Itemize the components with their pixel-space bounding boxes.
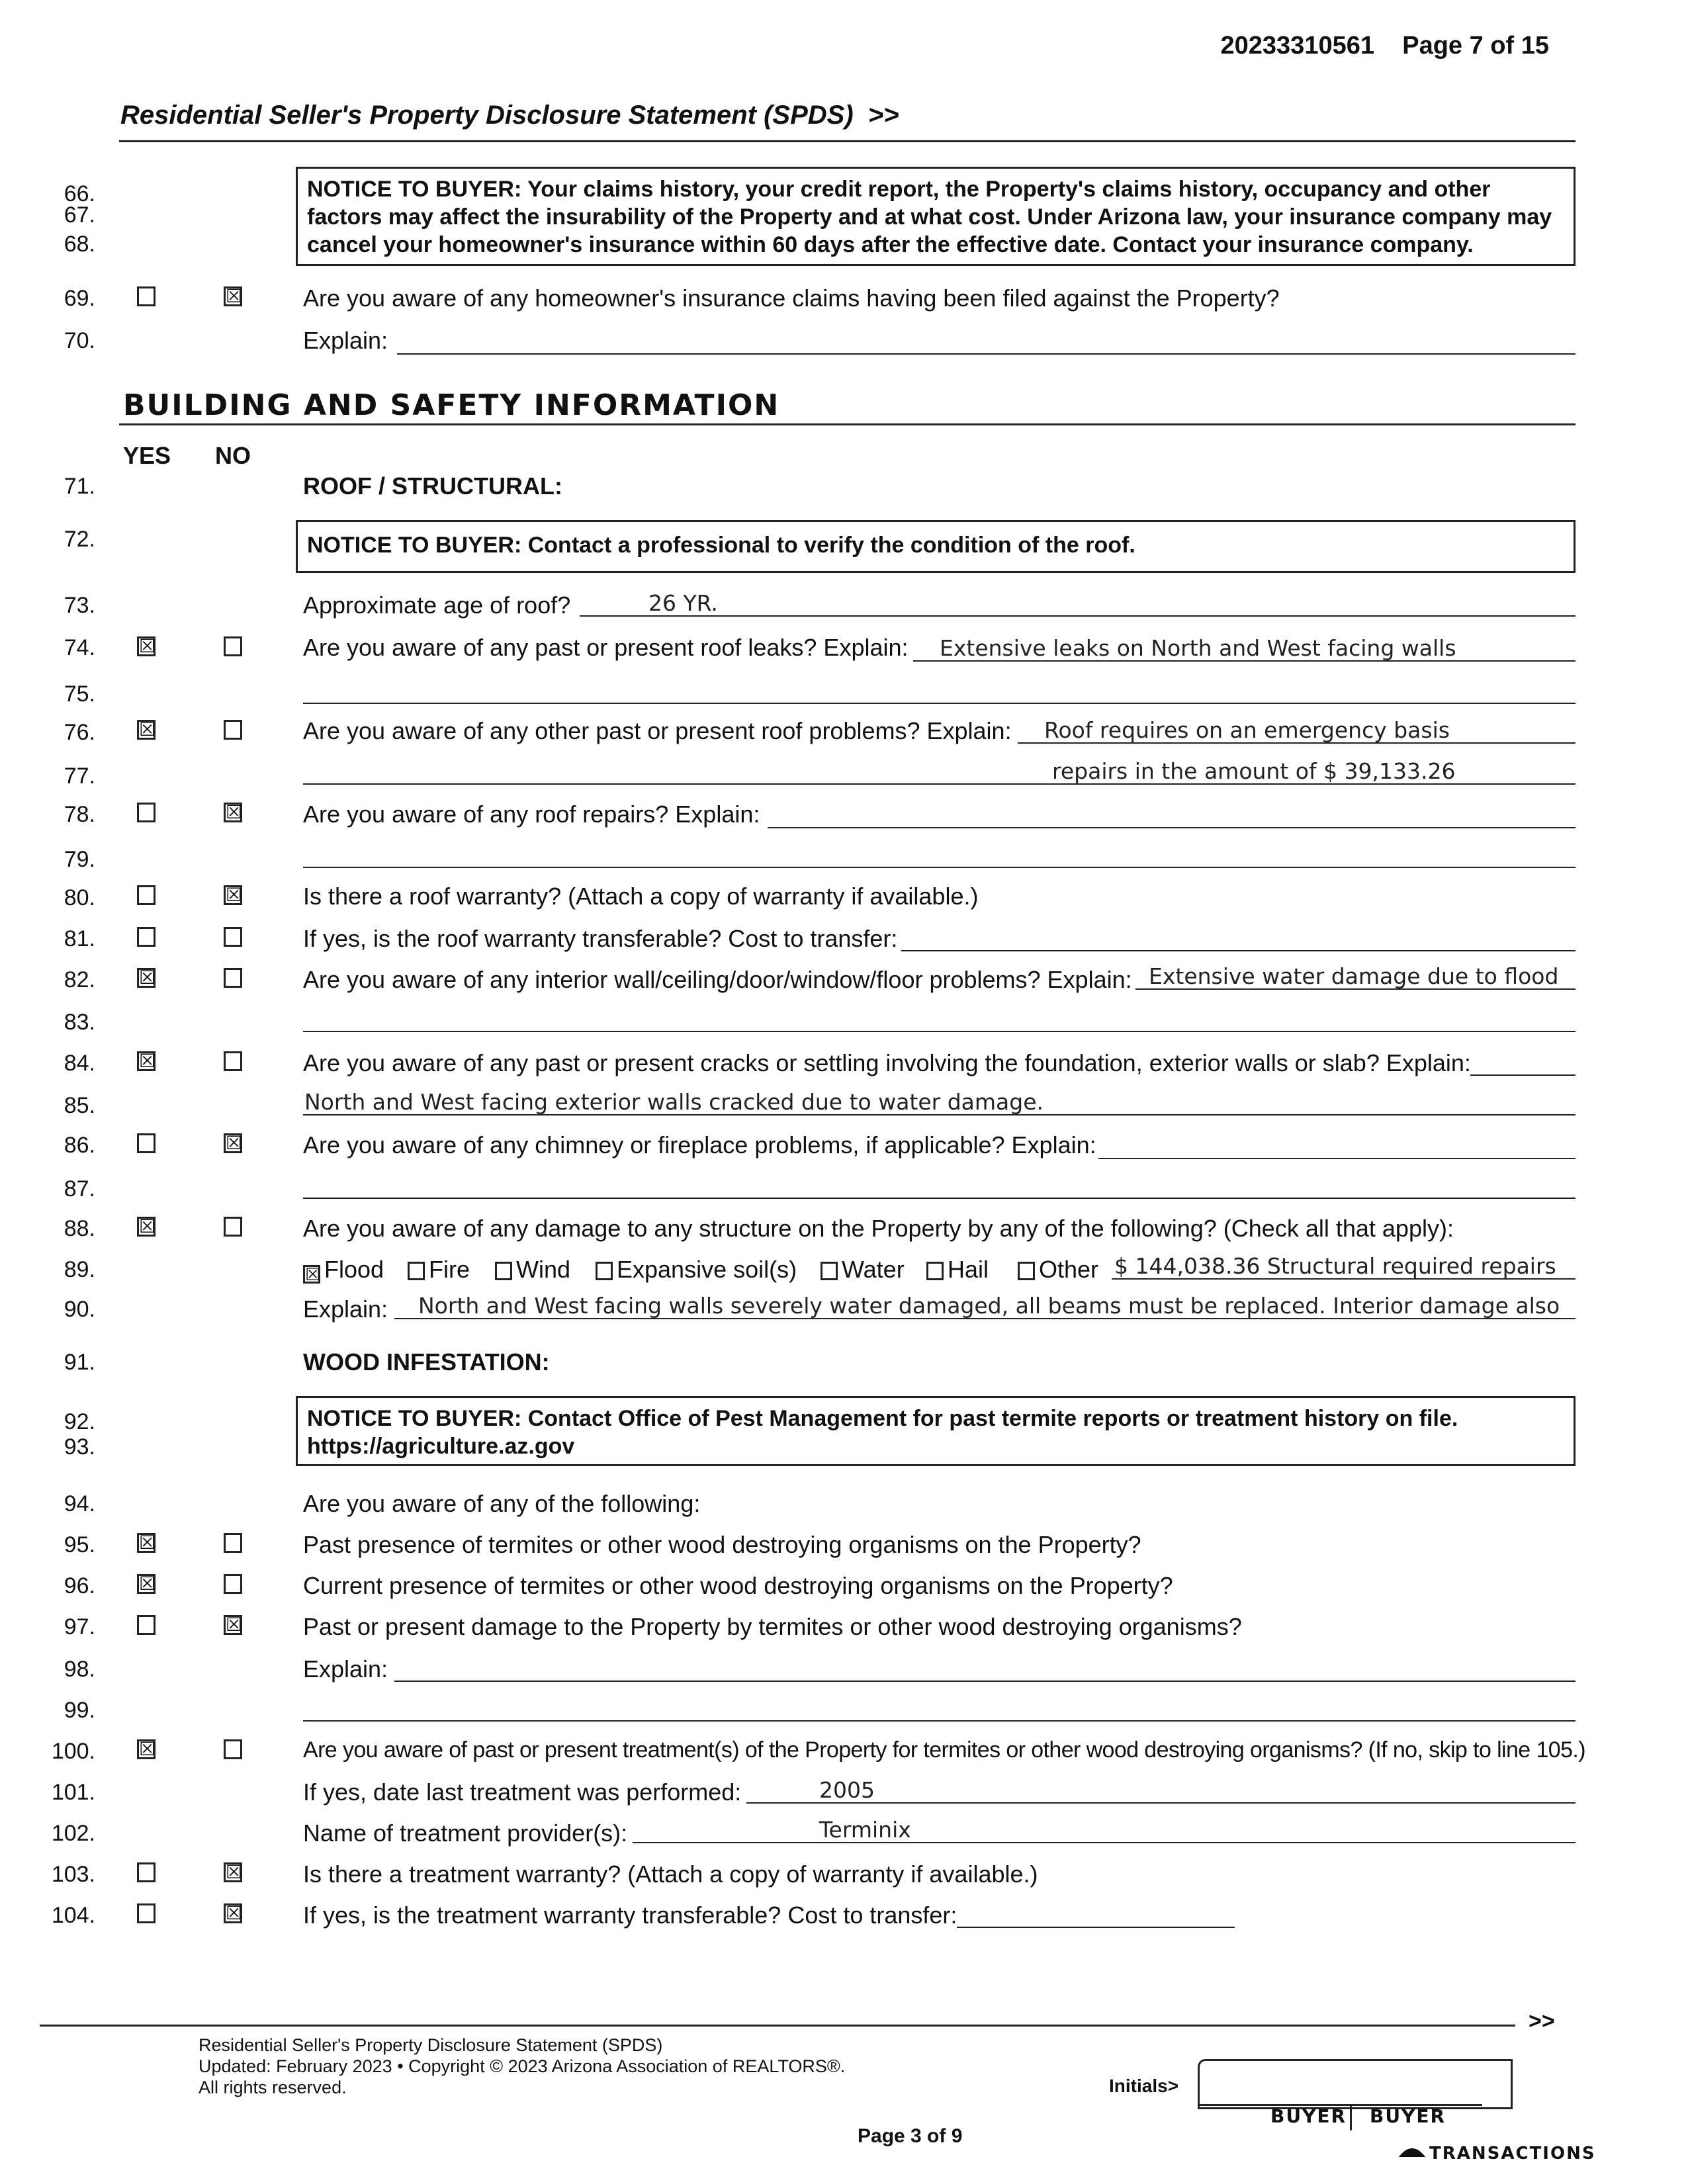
line-number: 99. [64, 1698, 95, 1723]
line-number: 79. [64, 847, 95, 872]
page-indicator: Page 7 of 15 [1402, 32, 1549, 60]
roof-warranty-cost-field[interactable] [901, 925, 1576, 951]
footer-line1: Residential Seller's Property Disclosure Statement (SPDS) [199, 2035, 663, 2055]
line-number: 104. [51, 1903, 95, 1928]
line-number: 88. [64, 1216, 95, 1241]
notice-pest-url[interactable]: https://agriculture.az.gov [307, 1434, 575, 1459]
question-q84: Are you aware of any past or present cracks or settling involving the foundation, exterior walls or slab? Explain: [303, 1049, 1471, 1076]
line-number: 70. [64, 328, 95, 353]
question-q98: Explain: [303, 1655, 388, 1682]
checkbox-q88-yes[interactable]: ☒ [137, 1217, 155, 1237]
checkbox-q78-yes[interactable] [137, 803, 155, 822]
line-number: 73. [64, 593, 95, 618]
checkbox-q76-no[interactable] [224, 720, 242, 740]
checkbox-q95-no[interactable] [224, 1533, 242, 1553]
form-title-text: Residential Seller's Property Disclosure Statement (SPDS) [120, 101, 854, 130]
checkbox-q84-no[interactable] [224, 1051, 242, 1071]
cracks-field-line2[interactable]: North and West facing exterior walls cracked due to water damage. [303, 1089, 1576, 1115]
question-q102: Name of treatment provider(s): [303, 1819, 628, 1847]
cracks-field[interactable] [1470, 1049, 1576, 1076]
checkbox-q82-no[interactable] [224, 968, 242, 988]
option-hail[interactable] [926, 1256, 989, 1284]
line-number: 83. [64, 1010, 95, 1035]
line-number: 67. [64, 202, 95, 228]
expansive-soils-checkbox[interactable] [596, 1262, 613, 1280]
checkbox-q80-yes[interactable] [137, 885, 155, 905]
footer-line3: All rights reserved. [199, 2077, 347, 2097]
brand-name: TRANSACTIONS [1429, 2144, 1596, 2163]
line-number: 85. [64, 1093, 95, 1118]
flood-checkbox[interactable]: ☒ [303, 1265, 320, 1284]
checkbox-q96-yes[interactable]: ☒ [137, 1574, 155, 1594]
line-number: 103. [51, 1862, 95, 1887]
checkbox-q74-yes[interactable]: ☒ [137, 636, 155, 656]
column-header-yes: YES [123, 442, 171, 469]
roof-repairs-field[interactable] [768, 802, 1576, 828]
page-header-ref [1221, 32, 1549, 60]
line-number: 68. [64, 232, 95, 257]
interior-problems-field-line2[interactable] [303, 1006, 1576, 1032]
question-q78: Are you aware of any roof repairs? Explain: [303, 801, 760, 828]
checkbox-q104-no[interactable]: ☒ [224, 1903, 242, 1923]
line-number: 78. [64, 802, 95, 827]
question-q88: Are you aware of any damage to any structure on the Property by any of the following? (Check all that apply): [303, 1215, 1454, 1242]
footer-copyright [199, 2034, 845, 2098]
option-expansive-soils-label: Expansive soil(s) [617, 1256, 797, 1283]
roof-problems-field-line2[interactable]: repairs in the amount of $ 39,133.26 [303, 758, 1576, 785]
question-q70: Explain: [303, 327, 388, 354]
line-number: 89. [64, 1257, 95, 1282]
column-header-no: NO [215, 442, 251, 469]
explain-field-q70[interactable] [397, 328, 1576, 355]
option-water-label: Water [842, 1256, 905, 1283]
footer-page-number: Page 3 of 9 [858, 2125, 963, 2147]
question-q80: Is there a roof warranty? (Attach a copy of warranty if available.) [303, 883, 979, 910]
line-number: 87. [64, 1176, 95, 1201]
chimney-field[interactable] [1098, 1133, 1576, 1159]
roof-leaks-field[interactable]: Extensive leaks on North and West facing walls [913, 635, 1576, 662]
wind-checkbox[interactable] [495, 1262, 512, 1280]
option-other[interactable] [1018, 1256, 1098, 1284]
checkbox-q88-no[interactable] [224, 1217, 242, 1237]
question-q97: Past or present damage to the Property by termites or other wood destroying organisms? [303, 1613, 1242, 1640]
initials-divider [1350, 2104, 1352, 2130]
other-checkbox[interactable] [1018, 1262, 1035, 1280]
treatment-warranty-cost-field[interactable] [957, 1901, 1235, 1928]
form-title-arrows: >> [867, 101, 899, 130]
checkbox-q80-no[interactable]: ☒ [224, 885, 242, 905]
option-hail-label: Hail [948, 1256, 989, 1283]
line-number: 100. [51, 1739, 95, 1764]
checkbox-q100-no[interactable] [224, 1739, 242, 1759]
question-q100: Are you aware of past or present treatment(s) of the Property for termites or other wood destroying organisms? (If no, skip to line 105.) [303, 1737, 1585, 1763]
section-title: BUILDING AND SAFETY INFORMATION [123, 388, 780, 422]
checkbox-q100-yes[interactable]: ☒ [137, 1739, 155, 1759]
roof-structural-heading: ROOF / STRUCTURAL: [303, 472, 562, 500]
option-wind-label: Wind [516, 1256, 571, 1283]
notice-pest-line1: NOTICE TO BUYER: Contact Office of Pest Management for past termite reports or treatment history on file. [307, 1406, 1458, 1431]
checkbox-q76-yes[interactable]: ☒ [137, 720, 155, 740]
checkbox-q84-yes[interactable]: ☒ [137, 1051, 155, 1071]
checkbox-q103-yes[interactable] [137, 1862, 155, 1882]
line-number: 97. [64, 1614, 95, 1639]
line-number: 84. [64, 1051, 95, 1076]
section-rule [119, 423, 1576, 425]
option-fire-label: Fire [429, 1256, 470, 1283]
wood-damage-explain-field-line2[interactable] [303, 1695, 1576, 1722]
line-number: 77. [64, 764, 95, 789]
option-flood-label: Flood [324, 1256, 384, 1283]
hail-checkbox[interactable] [926, 1262, 944, 1280]
question-q96: Current presence of termites or other wood destroying organisms on the Property? [303, 1572, 1173, 1599]
line-number: 102. [51, 1821, 95, 1846]
wood-infestation-heading: WOOD INFESTATION: [303, 1348, 550, 1376]
checkbox-q78-no[interactable]: ☒ [224, 803, 242, 822]
footer-rule [40, 2025, 1515, 2027]
question-q86: Are you aware of any chimney or fireplace problems, if applicable? Explain: [303, 1131, 1096, 1158]
question-q95: Past presence of termites or other wood destroying organisms on the Property? [303, 1531, 1141, 1558]
line-number: 91. [64, 1350, 95, 1375]
line-number: 66. [64, 181, 95, 206]
question-q82: Are you aware of any interior wall/ceiling/door/window/floor problems? Explain: [303, 966, 1132, 993]
question-q73: Approximate age of roof? [303, 591, 571, 619]
other-damage-field[interactable]: $ 144,038.36 Structural required repairs [1112, 1253, 1576, 1280]
line-number: 71. [64, 474, 95, 499]
option-wind[interactable] [495, 1256, 570, 1284]
form-title [120, 101, 899, 130]
checkbox-q96-no[interactable] [224, 1574, 242, 1594]
question-q90: Explain: [303, 1295, 388, 1323]
question-q76: Are you aware of any other past or present roof problems? Explain: [303, 717, 1012, 744]
option-fire[interactable] [408, 1256, 470, 1284]
question-q101: If yes, date last treatment was performed: [303, 1778, 742, 1806]
buyer-2-label: BUYER [1370, 2105, 1446, 2127]
footer-line2: Updated: February 2023 • Copyright © 2023 Arizona Association of REALTORS®. [199, 2056, 846, 2076]
line-number: 86. [64, 1133, 95, 1158]
checkbox-q86-no[interactable]: ☒ [224, 1133, 242, 1153]
checkbox-q81-yes[interactable] [137, 927, 155, 947]
question-q69: Are you aware of any homeowner's insurance claims having been filed against the Property? [303, 284, 1280, 312]
buyer-1-label: BUYER [1270, 2105, 1347, 2127]
notice-roof: NOTICE TO BUYER: Contact a professional to verify the condition of the roof. [296, 520, 1576, 573]
initials-box[interactable] [1198, 2059, 1513, 2109]
checkbox-q97-yes[interactable] [137, 1615, 155, 1635]
checkbox-q81-no[interactable] [224, 927, 242, 947]
line-number: 76. [64, 720, 95, 745]
water-checkbox[interactable] [821, 1262, 838, 1280]
checkbox-q82-yes[interactable]: ☒ [137, 968, 155, 988]
question-q104: If yes, is the treatment warranty transferable? Cost to transfer: [303, 1901, 957, 1929]
roof-leaks-field-line2[interactable] [303, 677, 1576, 704]
brand-logo-icon [1398, 2144, 1427, 2158]
checkbox-q69-no[interactable]: ☒ [224, 286, 242, 306]
line-number: 69. [64, 286, 95, 311]
roof-age-field[interactable]: 26 YR. [580, 590, 1576, 617]
line-number: 93. [64, 1434, 95, 1460]
line-number: 72. [64, 527, 95, 552]
checkbox-q95-yes[interactable]: ☒ [137, 1533, 155, 1553]
checkbox-q103-no[interactable]: ☒ [224, 1862, 242, 1882]
question-q94: Are you aware of any of the following: [303, 1490, 701, 1517]
notice-insurance: NOTICE TO BUYER: Your claims history, your credit report, the Property's claims history, occupancy and other factors may affect the insurability of the Property and at what cost. Under Arizona law, your insurance company may cancel your homeowner's insurance within 60 days after the effective date. Contact your insurance company. [296, 167, 1576, 266]
initials-label: Initials> [1109, 2075, 1179, 2096]
line-number: 92. [64, 1409, 95, 1434]
question-q103: Is there a treatment warranty? (Attach a copy of warranty if available.) [303, 1860, 1038, 1888]
wood-damage-explain-field[interactable] [394, 1655, 1576, 1682]
line-number: 95. [64, 1532, 95, 1557]
line-number: 94. [64, 1491, 95, 1516]
checkbox-q104-yes[interactable] [137, 1903, 155, 1923]
option-other-label: Other [1039, 1256, 1099, 1283]
line-number: 75. [64, 681, 95, 707]
line-number: 81. [64, 926, 95, 951]
treatment-date-field[interactable]: 2005 [746, 1777, 1576, 1804]
line-number: 101. [51, 1780, 95, 1805]
option-expansive-soils[interactable] [596, 1256, 797, 1284]
checkbox-q97-no[interactable]: ☒ [224, 1615, 242, 1635]
treatment-provider-field[interactable]: Terminix [633, 1817, 1576, 1843]
notice-pest [296, 1396, 1576, 1466]
line-number: 74. [64, 635, 95, 660]
option-flood[interactable] [303, 1256, 384, 1284]
document-number: 20233310561 [1220, 32, 1374, 60]
chimney-field-line2[interactable] [303, 1172, 1576, 1199]
line-number: 90. [64, 1297, 95, 1322]
line-number: 80. [64, 885, 95, 910]
question-q74: Are you aware of any past or present roof leaks? Explain: [303, 634, 909, 661]
checkbox-q74-no[interactable] [224, 636, 242, 656]
question-q81: If yes, is the roof warranty transferable? Cost to transfer: [303, 925, 898, 952]
option-water[interactable] [821, 1256, 905, 1284]
checkbox-q69-yes[interactable] [137, 286, 155, 306]
roof-repairs-field-line2[interactable] [303, 842, 1576, 868]
interior-problems-field[interactable]: Extensive water damage due to flood [1135, 963, 1576, 990]
continue-arrows: >> [1529, 2009, 1555, 2034]
line-number: 98. [64, 1657, 95, 1682]
fire-checkbox[interactable] [408, 1262, 425, 1280]
line-number: 82. [64, 967, 95, 992]
checkbox-q86-yes[interactable] [137, 1133, 155, 1153]
damage-explain-field[interactable]: North and West facing walls severely water damaged, all beams must be replaced. Interior damage also [394, 1293, 1576, 1319]
roof-problems-field[interactable]: Roof requires on an emergency basis [1018, 717, 1576, 744]
header-rule [119, 140, 1576, 142]
line-number: 96. [64, 1573, 95, 1598]
